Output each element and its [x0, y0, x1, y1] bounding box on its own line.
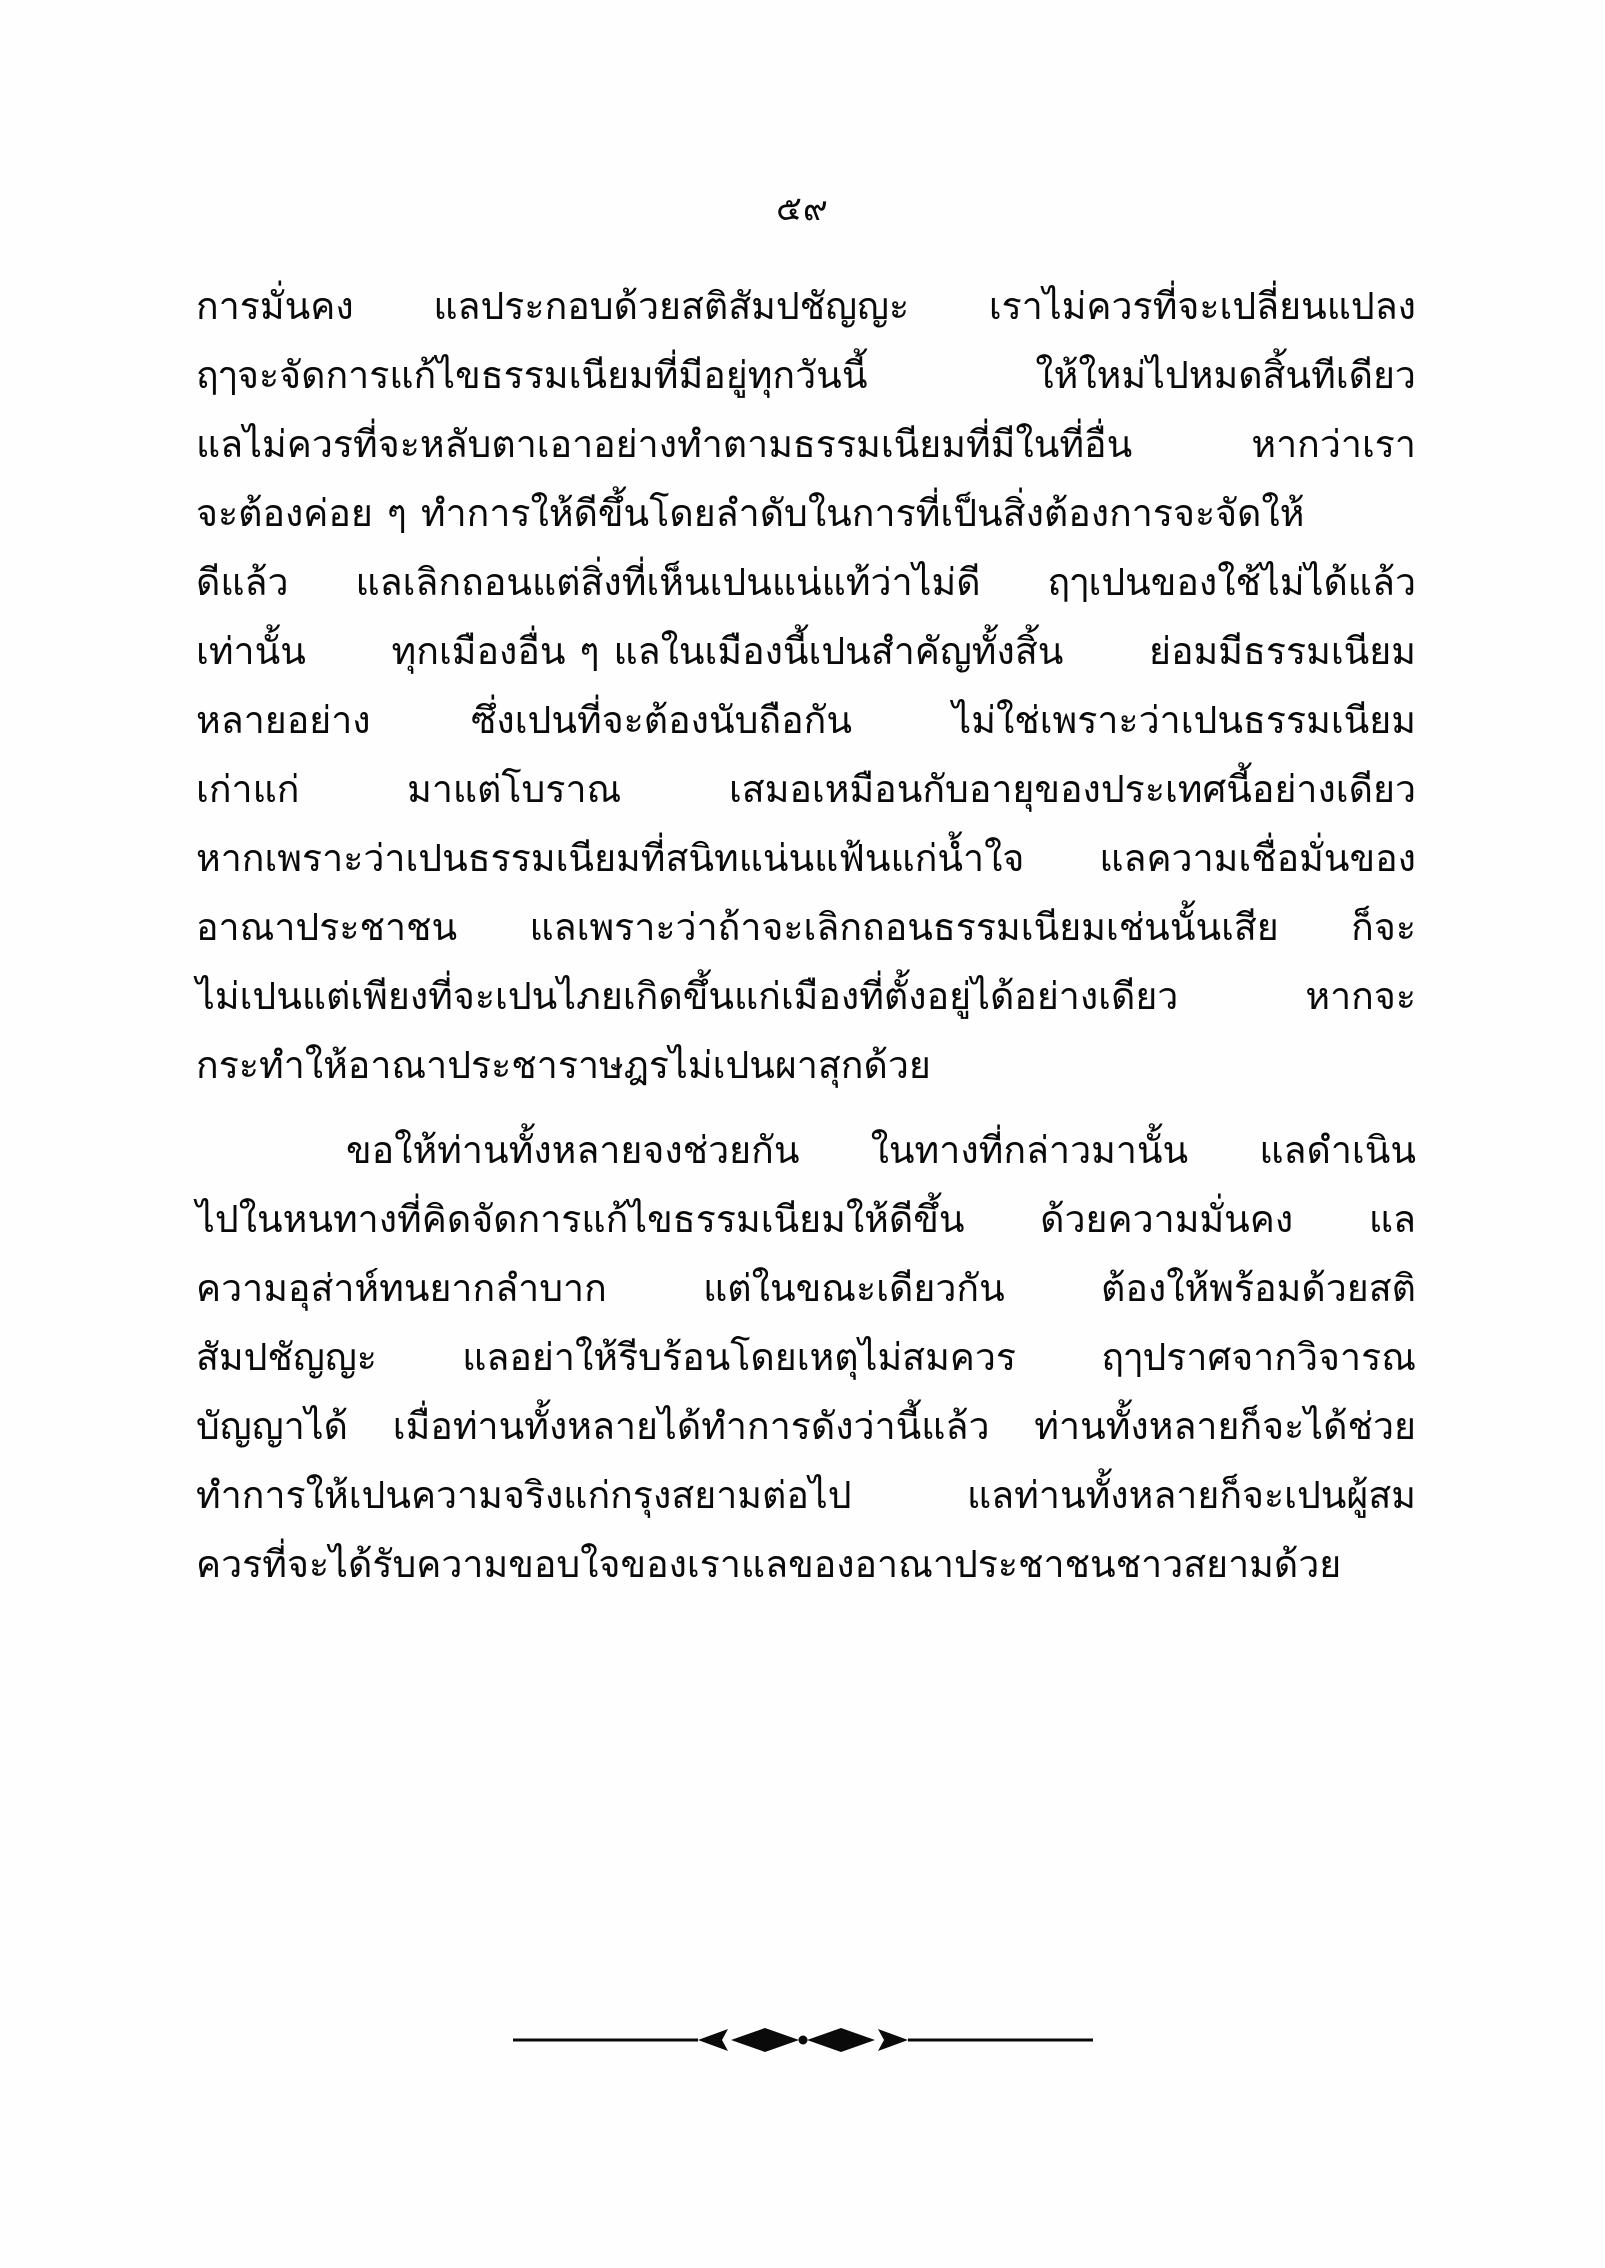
text-line: ไม่เปนแต่เพียงที่จะเปนไภยเกิดขึ้นแก่เมืองที่ตั้งอยู่ได้อย่างเดียว หากจะ — [196, 974, 1416, 1018]
text-line: ดีแล้ว แลเลิกถอนแต่สิ่งที่เห็นเปนแน่แท้ว่าไม่ดี ฤๅเปนของใช้ไม่ได้แล้ว — [196, 560, 1416, 604]
text-line: ขอให้ท่านทั้งหลายจงช่วยกัน ในทางที่กล่าวมานั้น แลดำเนิน — [346, 1128, 1416, 1172]
text-line: หากเพราะว่าเปนธรรมเนียมที่สนิทแน่นแฟ้นแก่น้ำใจ แลความเชื่อมั่นของ — [196, 836, 1416, 880]
paragraph-2 — [196, 1116, 1416, 1599]
text-line: บัญญาได้ เมื่อท่านทั้งหลายได้ทำการดังว่านี้แล้ว ท่านทั้งหลายก็จะได้ช่วย — [196, 1404, 1416, 1448]
text-line: ทำการให้เปนความจริงแก่กรุงสยามต่อไป แลท่านทั้งหลายก็จะเปนผู้สม — [196, 1473, 1416, 1517]
text-line: เก่าแก่ มาแต่โบราณ เสมอเหมือนกับอายุของประเทศนี้อย่างเดียว — [196, 767, 1416, 811]
text-line: อาณาประชาชน แลเพราะว่าถ้าจะเลิกถอนธรรมเนียมเช่นนั้นเสีย ก็จะ — [196, 905, 1416, 949]
text-line: การมั่นคง แลประกอบด้วยสติสัมปชัญญะ เราไม่ควรที่จะเปลี่ยนแปลง — [196, 284, 1416, 328]
double-arrow-diamond-rule-icon — [503, 2020, 1103, 2060]
text-line: ควรที่จะได้รับความขอบใจของเราแลของอาณาประชาชนชาวสยามด้วย — [196, 1542, 1342, 1586]
page-number: ๕๙ — [776, 189, 829, 229]
text-line: ไปในหนทางที่คิดจัดการแก้ไขธรรมเนียมให้ดีขึ้น ด้วยความมั่นคง แล — [196, 1197, 1416, 1241]
text-line: ความอุส่าห์ทนยากลำบาก แต่ในขณะเดียวกัน ต้องให้พร้อมด้วยสติ — [196, 1266, 1416, 1310]
text-line: ฤๅจะจัดการแก้ไขธรรมเนียมที่มีอยู่ทุกวันนี้ ให้ใหม่ไปหมดสิ้นทีเดียว — [196, 353, 1416, 397]
text-line: จะต้องค่อย ๆ ทำการให้ดีขึ้นโดยลำดับในการที่เป็นสิ่งต้องการจะจัดให้ — [196, 491, 1305, 535]
paragraph-1 — [196, 272, 1416, 1100]
page-body-text — [196, 272, 1416, 1599]
paragraph-gap — [196, 1100, 1416, 1116]
section-ornament — [0, 2010, 1605, 2070]
text-line: สัมปชัญญะ แลอย่าให้รีบร้อนโดยเหตุไม่สมควร ฤๅปราศจากวิจารณ — [196, 1335, 1416, 1379]
text-line: กระทำให้อาณาประชาราษฎรไม่เปนผาสุกด้วย — [196, 1043, 931, 1087]
text-line: เท่านั้น ทุกเมืองอื่น ๆ แลในเมืองนี้เปนสำคัญทั้งสิ้น ย่อมมีธรรมเนียม — [196, 629, 1416, 673]
text-line: หลายอย่าง ซึ่งเปนที่จะต้องนับถือกัน ไม่ใช่เพราะว่าเปนธรรมเนียม — [196, 698, 1416, 742]
text-line: แลไม่ควรที่จะหลับตาเอาอย่างทำตามธรรมเนียมที่มีในที่อื่น หากว่าเรา — [196, 422, 1416, 466]
